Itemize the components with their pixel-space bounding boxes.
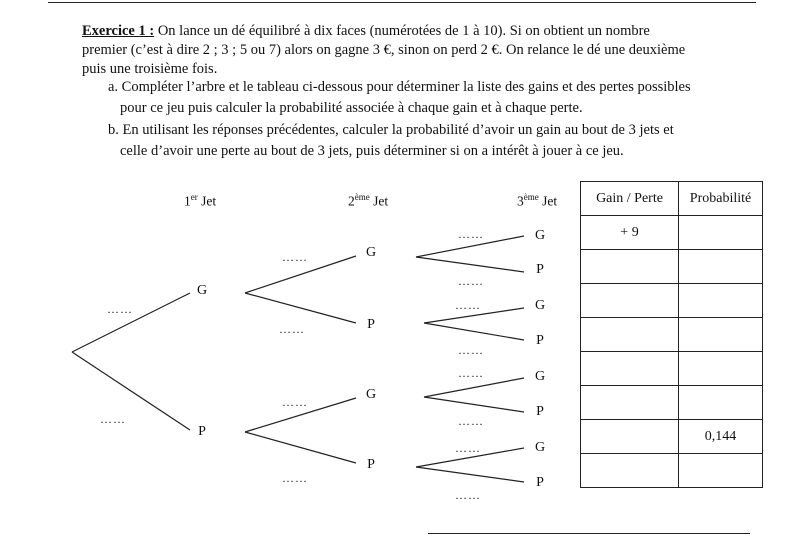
- gain-cell[interactable]: [581, 386, 679, 420]
- blank-GP-P[interactable]: ……: [458, 343, 484, 357]
- table-row: [581, 284, 763, 318]
- node-3-1: G: [534, 228, 546, 243]
- blank-G-G[interactable]: ……: [282, 250, 308, 264]
- question-a-line-1: a. Compléter l’arbre et le tableau ci-dessous pour déterminer la liste des gains et des pertes possibles: [108, 79, 691, 95]
- table-row: [581, 250, 763, 284]
- blank-GG-G[interactable]: ……: [458, 227, 484, 241]
- prob-cell[interactable]: [679, 386, 763, 420]
- blank-G-P[interactable]: ……: [279, 322, 305, 336]
- prob-cell[interactable]: [679, 454, 763, 488]
- gain-cell[interactable]: [581, 250, 679, 284]
- branch-root-P: [72, 352, 190, 430]
- gain-cell[interactable]: [581, 284, 679, 318]
- branch-GP-P: [424, 323, 524, 340]
- header-probabilite: Probabilité: [679, 182, 763, 216]
- branch-P-P: [245, 432, 356, 463]
- blank-GG-P[interactable]: ……: [458, 274, 484, 288]
- node-2-P-2: P: [367, 457, 375, 472]
- blank-PP-G[interactable]: ……: [455, 441, 481, 455]
- table-row: [581, 352, 763, 386]
- gain-cell[interactable]: + 9: [581, 216, 679, 250]
- blank-PG-P[interactable]: ……: [458, 414, 484, 428]
- blank-PG-G[interactable]: ……: [458, 366, 484, 380]
- prob-cell[interactable]: [679, 250, 763, 284]
- gain-cell[interactable]: [581, 352, 679, 386]
- prob-cell[interactable]: 0,144: [679, 420, 763, 454]
- node-1-G: G: [196, 283, 208, 298]
- node-3-2: P: [536, 262, 544, 277]
- prob-cell[interactable]: [679, 216, 763, 250]
- prob-cell[interactable]: [679, 352, 763, 386]
- blank-root-P[interactable]: ……: [100, 412, 126, 426]
- gain-cell[interactable]: [581, 454, 679, 488]
- question-b-line-1: b. En utilisant les réponses précédentes, calculer la probabilité d’avoir un gain au bout de 3 jets et: [108, 122, 674, 138]
- intro-line-3: puis une troisième fois.: [82, 61, 218, 77]
- node-3-6: P: [536, 404, 544, 419]
- branch-GG-P: [416, 257, 524, 272]
- table-row: [581, 454, 763, 488]
- blank-GP-G[interactable]: ……: [455, 298, 481, 312]
- node-3-7: G: [534, 440, 546, 455]
- node-2-P-1: P: [367, 317, 375, 332]
- header-jet-3: 3ème Jet: [517, 192, 558, 209]
- header-jet-2: 2ème Jet: [348, 192, 389, 209]
- gain-cell[interactable]: [581, 420, 679, 454]
- intro-line-2: premier (c’est à dire 2 ; 3 ; 5 ou 7) alors on gagne 3 €, sinon on perd 2 €. On relance le dé une deuxième: [82, 42, 686, 58]
- intro-line-1: On lance un dé équilibré à dix faces (numérotées de 1 à 10). Si on obtient un nombre: [157, 23, 650, 39]
- header-gain-perte: Gain / Perte: [581, 182, 679, 216]
- question-b-line-2: celle d’avoir une perte au bout de 3 jets, puis déterminer si on a intérêt à jouer à ce jeu.: [120, 143, 624, 159]
- node-2-G-2: G: [365, 387, 377, 402]
- prob-cell[interactable]: [679, 318, 763, 352]
- blank-P-G[interactable]: ……: [282, 395, 308, 409]
- node-3-5: G: [534, 369, 546, 384]
- results-table: [580, 181, 763, 488]
- gain-cell[interactable]: [581, 318, 679, 352]
- branch-PG-P: [424, 397, 524, 412]
- header-jet-1: 1er Jet: [184, 192, 217, 209]
- table-row: [581, 318, 763, 352]
- branch-PP-P: [416, 467, 524, 482]
- prob-cell[interactable]: [679, 284, 763, 318]
- table-row: [581, 420, 763, 454]
- blank-P-P[interactable]: ……: [282, 471, 308, 485]
- table-row: [581, 386, 763, 420]
- node-3-4: P: [536, 333, 544, 348]
- node-2-G-1: G: [365, 245, 377, 260]
- blank-PP-P[interactable]: ……: [455, 488, 481, 502]
- exercise-title: Exercice 1 :: [82, 23, 155, 39]
- branch-G-P: [245, 293, 356, 323]
- node-1-P: P: [198, 424, 206, 439]
- table-row: [581, 216, 763, 250]
- node-3-3: G: [534, 298, 546, 313]
- blank-root-G[interactable]: ……: [107, 302, 133, 316]
- question-a-line-2: pour ce jeu puis calculer la probabilité associée à chaque gain et à chaque perte.: [120, 100, 583, 116]
- table-header-row: [581, 182, 763, 216]
- node-3-8: P: [536, 475, 544, 490]
